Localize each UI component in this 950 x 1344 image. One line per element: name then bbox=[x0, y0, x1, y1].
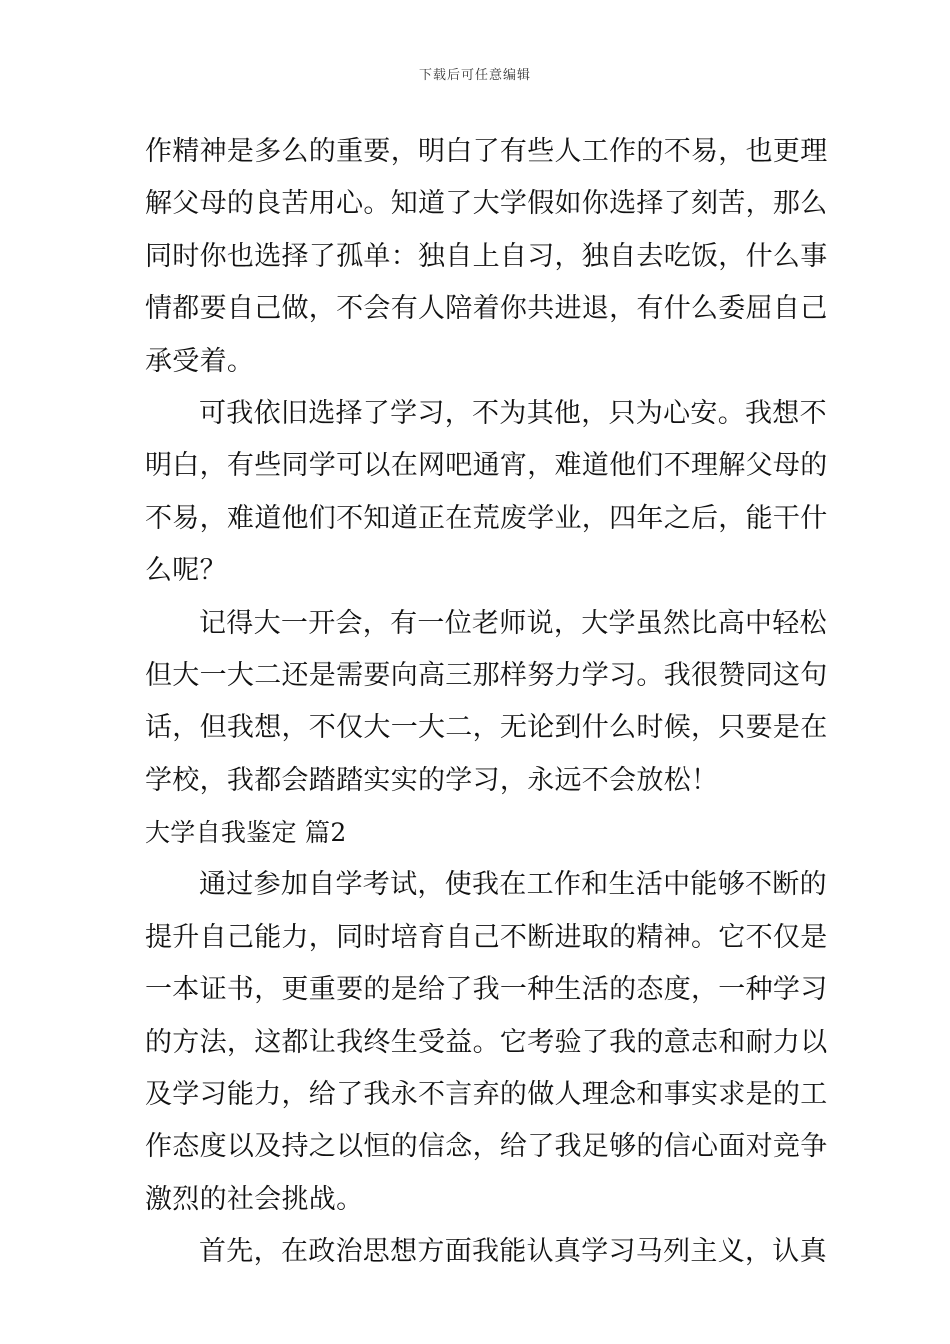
section-heading: 大学自我鉴定 篇2 bbox=[145, 818, 347, 848]
text-line: 明白，有些同学可以在网吧通宵，难道他们不理解父母的 bbox=[145, 450, 828, 482]
text-line: 但大一大二还是需要向高三那样努力学习。我很赞同这句 bbox=[145, 659, 828, 691]
text-line: 激烈的社会挑战。 bbox=[145, 1183, 364, 1215]
paragraph-first-line: 通过参加自学考试，使我在工作和生活中能够不断的 bbox=[199, 869, 827, 901]
text-line: 同时你也选择了孤单：独自上自习，独自去吃饭，什么事 bbox=[145, 240, 828, 272]
text-line: 解父母的良苦用心。知道了大学假如你选择了刻苦，那么 bbox=[145, 188, 828, 220]
text-line: 作态度以及持之以恒的信念，给了我足够的信心面对竞争 bbox=[145, 1131, 828, 1163]
document-body bbox=[145, 126, 828, 1279]
paragraph-first-line: 首先，在政治思想方面我能认真学习马列主义，认真 bbox=[199, 1236, 827, 1268]
text-line: 承受着。 bbox=[145, 345, 255, 377]
text-line: 么呢？ bbox=[145, 555, 227, 587]
text-line: 的方法，这都让我终生受益。它考验了我的意志和耐力以 bbox=[145, 1026, 828, 1058]
text-line: 及学习能力，给了我永不言弃的做人理念和事实求是的工 bbox=[145, 1079, 828, 1111]
text-line: 情都要自己做，不会有人陪着你共进退，有什么委屈自己 bbox=[145, 293, 828, 325]
text-line: 作精神是多么的重要，明白了有些人工作的不易，也更理 bbox=[145, 136, 828, 167]
text-line: 学校，我都会踏踏实实的学习，永远不会放松！ bbox=[145, 764, 719, 796]
paragraph-first-line: 记得大一开会，有一位老师说，大学虽然比高中轻松 bbox=[199, 607, 827, 639]
paragraph-first-line: 可我依旧选择了学习，不为其他，只为心安。我想不 bbox=[199, 397, 827, 429]
text-line: 一本证书，更重要的是给了我一种生活的态度，一种学习 bbox=[145, 974, 828, 1006]
text-line: 不易，难道他们不知道正在荒废学业，四年之后，能干什 bbox=[145, 502, 828, 534]
header-note: 下载后可任意编辑 bbox=[418, 68, 531, 83]
text-line: 话，但我想，不仅大一大二，无论到什么时候，只要是在 bbox=[145, 712, 828, 744]
text-line: 提升自己能力，同时培育自己不断进取的精神。它不仅是 bbox=[145, 921, 828, 953]
